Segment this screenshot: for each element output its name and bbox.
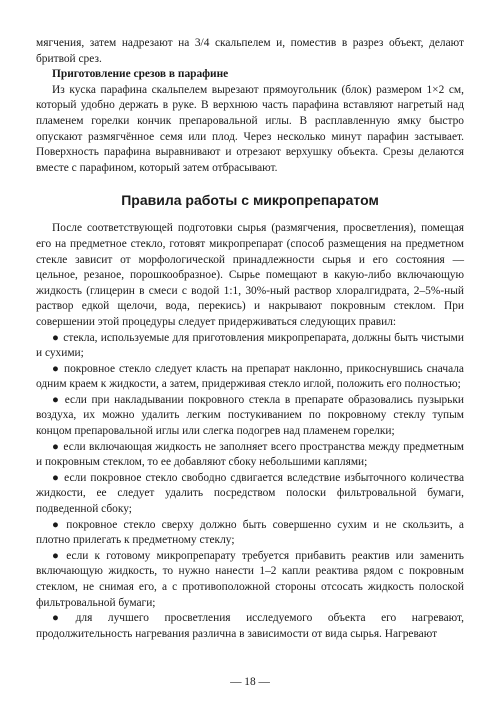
list-item [36,471,464,518]
list-item-text: если при накладывании покровного стекла в препарате образовались пузырьки воздуха, их можно удалить легким постукиванием по покровному стеклу тупым концом препаровальной иглы или слегка подогрев над пламенем горелки; [36,393,464,438]
bullet-icon: ● [52,518,63,531]
list-item-text: для лучшего просветления исследуемого объекта его нагревают, продолжительность нагревания различна в зависимости от вида сырья. Нагревают [36,612,464,640]
page-number: — 18 — [230,676,270,688]
bullet-icon: ● [52,331,60,344]
list-item [36,440,464,471]
intro-paragraph: мягчения, затем надрезают на 3/4 скальпелем и, поместив в разрез объект, делают бритвой срез. [36,37,464,65]
section-title: Правила работы с микропрепаратом [121,192,379,209]
list-item [36,518,464,549]
list-item [36,393,464,440]
page-body [36,36,464,642]
bullet-icon: ● [52,612,72,625]
list-item [36,362,464,393]
list-item [36,549,464,611]
bullet-icon: ● [52,393,61,406]
list-item-text: покровное стекло следует класть на препарат наклонно, прикоснувшись сначала одним краем к жидкости, а затем, придерживая стекло иглой, положить его полностью; [36,362,464,391]
bullet-icon: ● [52,549,63,562]
list-item-text: если покровное стекло свободно сдвигается вследствие избыточного количества жидкости, ее следует удалить посредством полоски фильтровальной бумаги, подведенной сбоку; [36,471,464,516]
bullet-icon: ● [52,362,60,375]
list-item-text: покровное стекло сверху должно быть совершенно сухим и не скользить, а плотно прилегать к предметному стеклу; [36,518,464,547]
bullet-icon: ● [52,440,60,453]
list-item-text: стекла, используемые для приготовления микропрепарата, должны быть чистыми и сухими; [36,331,464,360]
list-item-text: если включающая жидкость не заполняет всего пространства между предметным и покровным стеклом, то ее добавляют сбоку небольшими каплями; [36,440,464,469]
section-paragraph: После соответствующей подготовки сырья (размягчения, просветления), помещая его на предметное стекло, готовят микропрепарат (способ размещения на предметном стекле зависит от морфологической принадлежности сырья и его состояния — цельное, резаное, порошкообразное). Сырье помещают в какую-либо включающую жидкость (глицерин в смеси с водой 1:1, 30%-ный раствор хлоралгидрата, 2–5%-ный раствор едкой щелочи, вода, перекись) и накрывают покровным стеклом. При совершении этой процедуры следует придерживаться следующих правил: [36,222,464,328]
rules-list [36,331,464,643]
list-item [36,611,464,642]
subsection-paragraph: Из куска парафина скальпелем вырезают прямоугольник (блок) размером 1×2 см, который удобно держать в руке. В верхнюю часть парафина вставляют нагретый над пламенем горелки кончик препаровальной иглы. В расплавленную ямку быстро опускают размягчённое семя или плод. Через несколько минут парафин застывает. Поверхность парафина выравнивают и отрезают верхушку объекта. Срезы делаются вместе с парафином, который затем отбрасывают. [36,83,464,174]
subsection-title: Приготовление срезов в парафине [52,68,229,81]
list-item [36,331,464,362]
list-item-text: если к готовому микропрепарату требуется прибавить реактив или заменить включающую жидкость, то нужно нанести 1–2 капли реактива рядом с покровным стеклом, не снимая его, а с противоположной стороны отсосать жидкость полоской фильтровальной бумаги; [36,549,464,609]
bullet-icon: ● [52,471,61,484]
